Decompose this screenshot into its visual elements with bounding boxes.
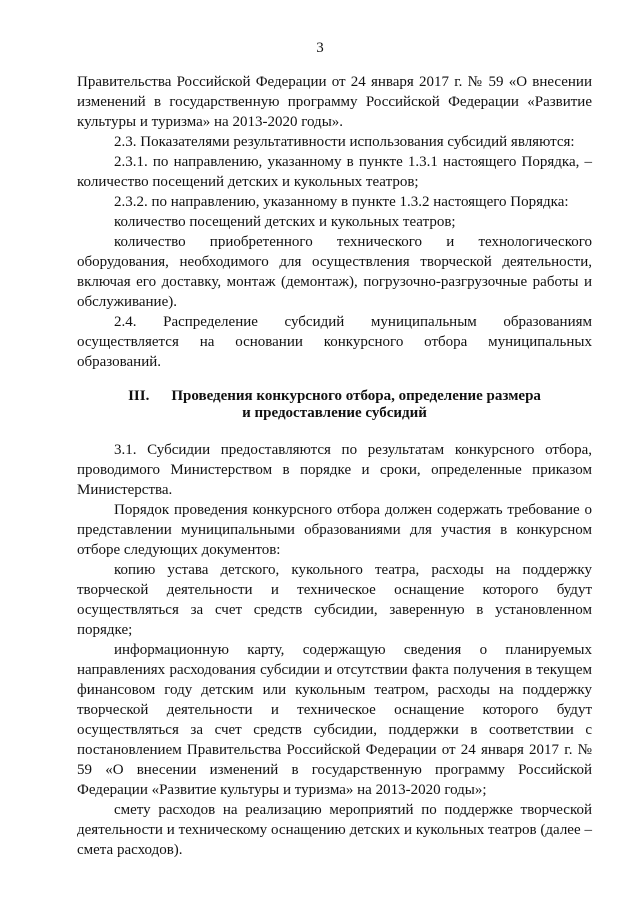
section-title-line2: и предоставление субсидий	[242, 405, 427, 421]
paragraph-2-3-2: 2.3.2. по направлению, указанному в пункте 1.3.2 настоящего Порядка:	[114, 194, 569, 210]
document-body	[77, 72, 592, 860]
section-title-line1: Проведения конкурсного отбора, определение размера	[171, 388, 541, 404]
paragraph-2-3: 2.3. Показателями результативности использования субсидий являются:	[114, 134, 575, 150]
paragraph-2-3-1: 2.3.1. по направлению, указанному в пункте 1.3.1 настоящего Порядка, – количество посещений детских и кукольных театров;	[77, 154, 592, 190]
paragraph-cost-estimate: смету расходов на реализацию мероприятий по поддержке творческой деятельности и техническому оснащению детских и кукольных театров (далее – смета расходов).	[77, 802, 592, 858]
paragraph-info-card: информационную карту, содержащую сведения о планируемых направлениях расходования субсидии и отсутствии факта получения в текущем финансовом году детским или кукольным театром, расходы на поддержку творческой деятельности и техническое оснащение которого будут осуществляться за счет средств субсидии, поддержки в соответствии с постановлением Правительства Российской Федерации от 24 января 2017 г. № 59 «О внесении изменений в государственную программу Российской Федерации «Развитие культуры и туризма» на 2013-2020 годы»;	[77, 642, 592, 798]
section-number: III.	[128, 388, 150, 404]
paragraph-2-4: 2.4. Распределение субсидий муниципальным образованиям осуществляется на основании конкурсного отбора муниципальных образований.	[77, 314, 592, 370]
paragraph-visits-count: количество посещений детских и кукольных театров;	[114, 214, 456, 230]
paragraph-decree-reference: Правительства Российской Федерации от 24 января 2017 г. № 59 «О внесении изменений в государственную программу Российской Федерации «Развитие культуры и туризма» на 2013-2020 годы».	[77, 74, 592, 130]
section-heading	[77, 388, 592, 422]
paragraphs-bottom	[77, 440, 592, 860]
paragraph-equipment-count: количество приобретенного технического и технологического оборудования, необходимого для осуществления творческой деятельности, включая его доставку, монтаж (демонтаж), погрузочно-разгрузочные работы и обслуживание).	[77, 234, 592, 310]
paragraph-charter-copy: копию устава детского, кукольного театра, расходы на поддержку творческой деятельности и техническое оснащение которого будут осуществляться за счет средств субсидии, заверенную в установленном порядке;	[77, 562, 592, 638]
paragraph-3-1: 3.1. Субсидии предоставляются по результатам конкурсного отбора, проводимого Министерством в порядке и сроки, определенные приказом Министерства.	[77, 442, 592, 498]
paragraph-selection-procedure: Порядок проведения конкурсного отбора должен содержать требование о представлении муниципальными образованиями для участия в конкурсном отборе следующих документов:	[77, 502, 592, 558]
page-number: 3	[316, 40, 324, 56]
paragraphs-top	[77, 72, 592, 372]
